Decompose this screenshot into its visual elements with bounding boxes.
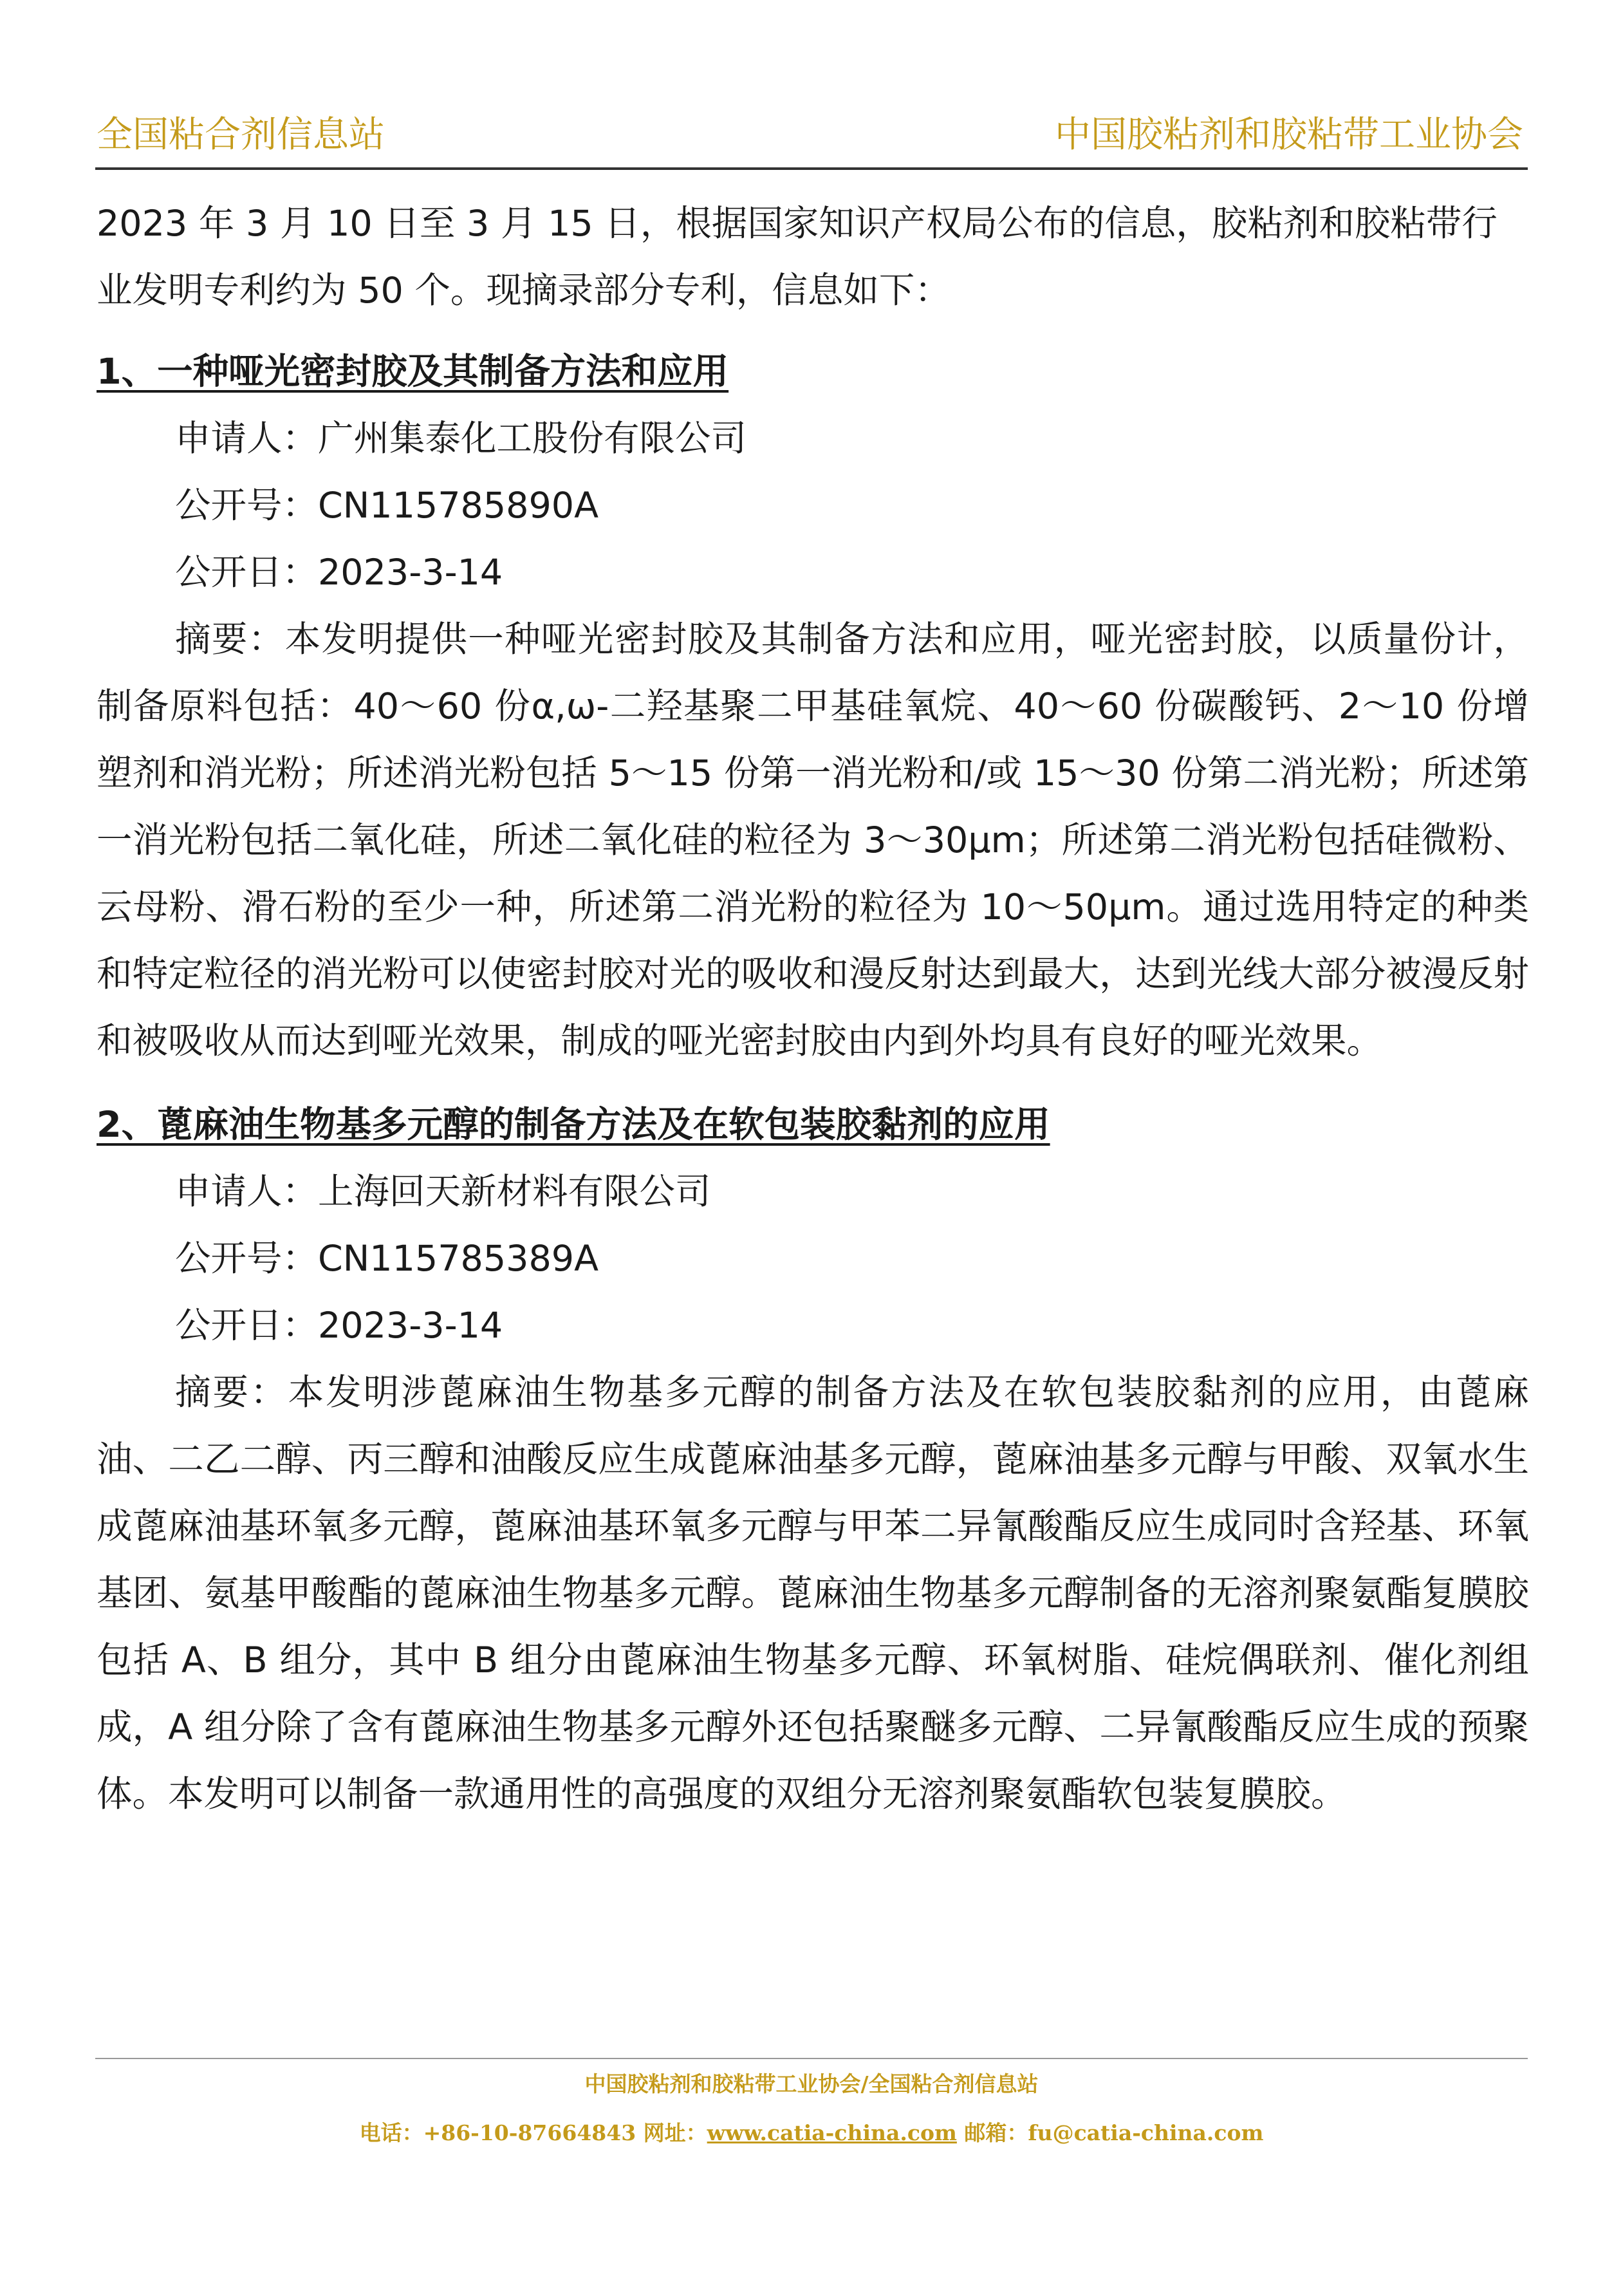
footer-phone: 电话：+86-10-87664843 网址： (359, 2120, 707, 2145)
patent-section-1 (97, 339, 1529, 1075)
patent-section-2 (97, 1092, 1529, 1828)
patent-applicant: 申请人：广州集泰化工股份有限公司 (175, 418, 747, 460)
patent-publication-date: 公开日：2023-3-14 (175, 1305, 503, 1347)
patent-publication-number: 公开号：CN115785890A (175, 485, 599, 527)
footer-email: 邮箱：fu@catia-china.com (956, 2120, 1264, 2145)
header-site-name: 全国粘合剂信息站 (97, 114, 385, 156)
patent-publication-number: 公开号：CN115785389A (175, 1238, 599, 1280)
header-association-name: 中国胶粘剂和胶粘带工业协会 (1055, 114, 1523, 156)
patent-title: 1、一种哑光密封胶及其制备方法和应用 (97, 351, 729, 393)
footer-organization: 中国胶粘剂和胶粘带工业协会/全国粘合剂信息站 (584, 2071, 1039, 2096)
footer-divider (95, 2058, 1528, 2059)
patent-title: 2、蓖麻油生物基多元醇的制备方法及在软包装胶黏剂的应用 (97, 1104, 1050, 1146)
patent-abstract: 摘要：本发明提供一种哑光密封胶及其制备方法和应用，哑光密封胶，以质量份计，制备原料包括：40～60 份α,ω-二羟基聚二甲基硅氧烷、40～60 份碳酸钙、2～10 份增塑剂和消光粉；所述消光粉包括 5～15 份第一消光粉和/或 15～30 份第二消光粉；所述第一消光粉包括二氧化硅，所述二氧化硅的粒径为 3～30μm；所述第二消光粉包括硅微粉、云母粉、滑石粉的至少一种，所述第二消光粉的粒径为 10～50μm。通过选用特定的种类和特定粒径的消光粉可以使密封胶对光的吸收和漫反射达到最大，达到光线大部分被漫反射和被吸收从而达到哑光效果，制成的哑光密封胶由内到外均具有良好的哑光效果。 (97, 619, 1529, 1062)
footer-website-link[interactable]: www.catia-china.com (707, 2120, 957, 2145)
document-body (97, 191, 1529, 1828)
patent-applicant: 申请人：上海回天新材料有限公司 (175, 1171, 711, 1213)
header-divider (95, 167, 1528, 170)
footer-contact (0, 2116, 1623, 2147)
intro-paragraph: 2023 年 3 月 10 日至 3 月 15 日，根据国家知识产权局公布的信息，胶粘剂和胶粘带行业发明专利约为 50 个。现摘录部分专利，信息如下： (97, 203, 1498, 312)
patent-publication-date: 公开日：2023-3-14 (175, 552, 503, 593)
patent-abstract: 摘要：本发明涉蓖麻油生物基多元醇的制备方法及在软包装胶黏剂的应用，由蓖麻油、二乙二醇、丙三醇和油酸反应生成蓖麻油基多元醇，蓖麻油基多元醇与甲酸、双氧水生成蓖麻油基环氧多元醇，蓖麻油基环氧多元醇与甲苯二异氰酸酯反应生成同时含羟基、环氧基团、氨基甲酸酯的蓖麻油生物基多元醇。蓖麻油生物基多元醇制备的无溶剂聚氨酯复膜胶包括 A、B 组分，其中 B 组分由蓖麻油生物基多元醇、环氧树脂、硅烷偶联剂、催化剂组成，A 组分除了含有蓖麻油生物基多元醇外还包括聚醚多元醇、二异氰酸酯反应生成的预聚体。本发明可以制备一款通用性的高强度的双组分无溶剂聚氨酯软包装复膜胶。 (97, 1372, 1529, 1815)
